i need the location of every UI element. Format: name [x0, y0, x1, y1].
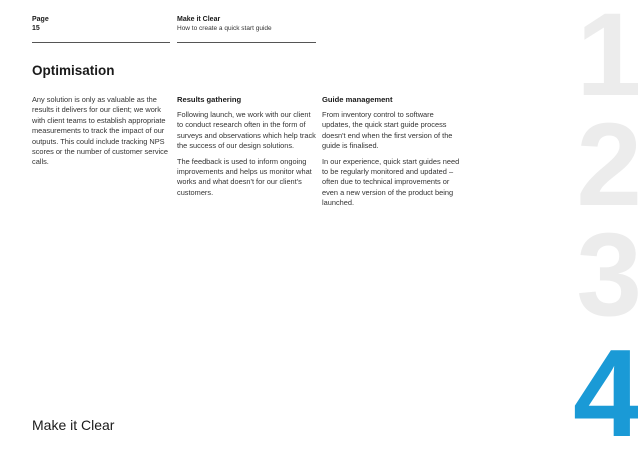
results-gathering-paragraph-1: Following launch, we work with our client to conduct research often in the form of surveys and observations which help track the success of our design solutions. [177, 110, 316, 151]
intro-paragraph: Any solution is only as valuable as the results it delivers for our client; we work with client teams to establish appropriate measurements to track the impact of our outputs. This could include tracking NPS scores or the number of customer service calls. [32, 95, 168, 167]
section-title: Optimisation [32, 63, 115, 78]
step-number-2: 2 [576, 99, 638, 231]
page-label-block [32, 15, 49, 33]
intro-column [32, 95, 172, 168]
guide-management-paragraph-2: In our experience, quick start guides need to be regularly monitored and updated – often due to technical improvements or even a new version of the product being launched. [322, 156, 460, 208]
results-gathering-paragraph-2: The feedback is used to inform ongoing improvements and helps us monitor what works and what doesn't for our client's customers. [177, 156, 312, 197]
guide-management-heading: Guide management [322, 95, 393, 104]
doc-subtitle: How to create a quick start guide [177, 25, 272, 32]
step-number-1: 1 [576, 0, 638, 121]
page-number: 15 [32, 25, 40, 32]
results-gathering-heading: Results gathering [177, 95, 242, 104]
guide-management-paragraph-1: From inventory control to software updates, the quick start guide process doesn't end when the first version of the guide is finalised. [322, 110, 453, 151]
guide-management-column [322, 95, 462, 209]
results-gathering-column [177, 95, 317, 198]
header-rule-right [177, 42, 316, 43]
footer-brand: Make it Clear [32, 417, 115, 433]
step-number-3: 3 [576, 209, 638, 341]
doc-title: Make it Clear [177, 16, 221, 23]
header-rule-left [32, 42, 170, 43]
doc-title-block [177, 15, 272, 33]
page-label: Page [32, 16, 49, 23]
step-number-4: 4 [573, 325, 638, 463]
